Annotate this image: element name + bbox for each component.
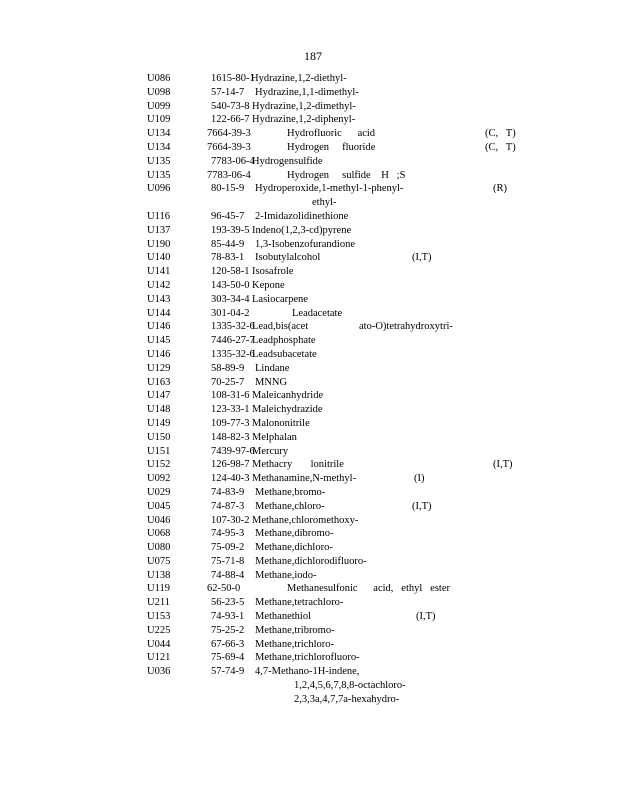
table-row	[0, 582, 618, 596]
cas-number: 75-25-2	[211, 624, 245, 636]
table-row	[0, 320, 618, 334]
table-row	[0, 348, 618, 362]
waste-code: U153	[147, 611, 171, 623]
substance-name: Leadsubacetate	[252, 348, 317, 360]
substance-name: Hydrazine,1,2-diethyl-	[251, 73, 347, 84]
table-row	[0, 389, 618, 403]
substance-name: Leadacetate	[292, 307, 343, 319]
waste-code: U211	[147, 597, 170, 609]
waste-code: U137	[147, 224, 171, 236]
cas-number: 1335-32-6	[211, 321, 255, 333]
waste-code: U080	[147, 542, 171, 554]
table-row	[0, 486, 618, 500]
cas-number: 7783-06-4	[211, 155, 255, 167]
substance-name: MNNG	[255, 376, 288, 388]
table-row	[0, 86, 618, 100]
cas-number: 7446-27-7	[211, 335, 255, 347]
table-row	[0, 238, 618, 252]
cas-number: 75-69-4	[211, 652, 245, 664]
table-row	[0, 500, 618, 514]
cas-number: 301-04-2	[211, 307, 250, 319]
substance-name: Isosafrole	[252, 266, 294, 278]
cas-number: 1335-32-6	[211, 348, 255, 360]
substance-name: Methanamine,N-methyl-	[252, 473, 357, 485]
cas-number: 57-74-9	[211, 666, 245, 678]
cas-number: 57-14-7	[211, 86, 245, 98]
substance-name: Lasiocarpene	[252, 293, 308, 305]
waste-code: U144	[147, 307, 171, 319]
hazard-code: (C, T)	[485, 128, 516, 140]
table-row	[0, 141, 618, 155]
waste-code: U135	[147, 155, 171, 167]
cas-number: 85-44-9	[211, 238, 245, 250]
hazard-code: (R)	[493, 183, 507, 195]
substance-name: Methane,tetrachloro-	[255, 597, 344, 609]
cas-number: 74-87-3	[211, 500, 245, 512]
cas-number: 58-89-9	[211, 362, 245, 374]
waste-code: U045	[147, 500, 171, 512]
table-row	[0, 569, 618, 583]
substance-name: Methane,dibromo-	[255, 528, 334, 540]
table-row	[0, 224, 618, 238]
waste-code: U143	[147, 293, 171, 305]
table-row	[0, 514, 618, 528]
substance-name: Hydrazine,1,2-dimethyl-	[252, 100, 356, 112]
cas-number: 56-23-5	[211, 597, 245, 609]
waste-code: U163	[147, 376, 171, 388]
cas-number: 75-71-8	[211, 555, 245, 567]
table-row-continuation	[0, 693, 618, 707]
table-row	[0, 403, 618, 417]
cas-number: 122-66-7	[211, 114, 250, 126]
waste-code: U135	[147, 169, 171, 181]
substance-name: Hydrogen fluoride	[287, 141, 376, 153]
waste-code: U029	[147, 486, 171, 498]
waste-code: U225	[147, 624, 171, 636]
cas-number: 7664-39-3	[207, 141, 251, 153]
cas-number: 124-40-3	[211, 473, 250, 485]
waste-code: U140	[147, 252, 171, 264]
substance-name-part: ato-O)tetrahydroxytri-	[359, 321, 453, 333]
cas-number: 108-31-6	[211, 390, 250, 402]
waste-code: U150	[147, 431, 171, 443]
table-row	[0, 307, 618, 321]
cas-number: 74-95-3	[211, 528, 245, 540]
table-row	[0, 376, 618, 390]
cas-number: 74-93-1	[211, 611, 245, 623]
substance-name: Methane,dichloro-	[255, 542, 333, 554]
waste-code: U098	[147, 86, 171, 98]
substance-name-continuation: 1,2,4,5,6,7,8,8-octachloro-	[294, 680, 406, 692]
waste-code: U096	[147, 183, 171, 195]
cas-number: 540-73-8	[211, 100, 250, 112]
cas-number: 123-33-1	[211, 404, 250, 416]
waste-code-table	[0, 72, 618, 707]
substance-name: Kepone	[252, 279, 285, 291]
table-row	[0, 445, 618, 459]
hazard-code: (C, T)	[485, 141, 516, 153]
substance-name: Hydrogen sulfide H ;S	[287, 169, 406, 181]
waste-code: U142	[147, 279, 171, 291]
waste-code: U146	[147, 348, 171, 360]
table-row	[0, 638, 618, 652]
substance-name: Hydrazine,1,1-dimethyl-	[255, 86, 359, 98]
table-row	[0, 610, 618, 624]
substance-name: 2-Imidazolidinethione	[255, 210, 349, 222]
substance-name: Methane,iodo-	[255, 569, 317, 581]
substance-name: Hydrazine,1,2-diphenyl-	[252, 114, 356, 126]
hazard-code: (I,T)	[493, 459, 513, 471]
hazard-code: (I,T)	[412, 500, 432, 512]
substance-name: Hydroperoxide,1-methyl-1-phenyl-	[255, 183, 404, 195]
waste-code: U149	[147, 417, 171, 429]
waste-code: U134	[147, 141, 171, 153]
cas-number: 74-88-4	[211, 569, 245, 581]
waste-code: U046	[147, 514, 171, 526]
cas-number: 120-58-1	[211, 266, 250, 278]
table-row	[0, 555, 618, 569]
cas-number: 67-66-3	[211, 638, 245, 650]
waste-code: U145	[147, 335, 171, 347]
cas-number: 78-83-1	[211, 252, 245, 264]
substance-name: Methane,chloro-	[255, 500, 325, 512]
waste-code: U138	[147, 569, 171, 581]
waste-code: U190	[147, 238, 171, 250]
waste-code: U075	[147, 555, 171, 567]
substance-name: Leadphosphate	[252, 335, 316, 347]
table-row	[0, 279, 618, 293]
page-number: 187	[304, 49, 322, 63]
substance-name-continuation: 2,3,3a,4,7,7a-hexahydro-	[294, 693, 400, 705]
table-row	[0, 210, 618, 224]
cas-number: 109-77-3	[211, 417, 250, 429]
waste-code: U121	[147, 652, 171, 664]
table-row-continuation	[0, 196, 618, 210]
table-row	[0, 265, 618, 279]
substance-name: 4,7-Methano-1H-indene,	[255, 666, 360, 678]
table-row	[0, 527, 618, 541]
table-row	[0, 182, 618, 196]
table-row	[0, 541, 618, 555]
cas-number: 143-50-0	[211, 279, 250, 291]
cas-number: 7439-97-6	[211, 445, 255, 457]
cas-number: 193-39-5	[211, 224, 250, 236]
cas-number: 1615-80-1	[211, 73, 255, 84]
table-row	[0, 72, 618, 86]
table-row	[0, 624, 618, 638]
substance-name: Mercury	[252, 445, 289, 457]
waste-code: U086	[147, 73, 171, 84]
table-row	[0, 251, 618, 265]
table-row	[0, 431, 618, 445]
table-row	[0, 651, 618, 665]
cas-number: 148-82-3	[211, 431, 250, 443]
table-row	[0, 155, 618, 169]
substance-name: Methanethiol	[255, 611, 311, 623]
substance-name: Methane,trichloro-	[255, 638, 335, 650]
waste-code: U151	[147, 445, 171, 457]
table-row	[0, 665, 618, 679]
substance-name: Indeno(1,2,3-cd)pyrene	[252, 224, 352, 236]
table-row	[0, 472, 618, 486]
waste-code: U116	[147, 210, 170, 222]
cas-number: 74-83-9	[211, 486, 245, 498]
cas-number: 62-50-0	[207, 583, 241, 595]
substance-name: Lindane	[255, 362, 290, 374]
substance-name: Hydrofluoric acid	[287, 128, 376, 140]
waste-code: U044	[147, 638, 171, 650]
substance-name: Melphalan	[252, 431, 297, 443]
table-row	[0, 362, 618, 376]
table-row	[0, 113, 618, 127]
table-row	[0, 293, 618, 307]
cas-number: 107-30-2	[211, 514, 250, 526]
substance-name: Maleicanhydride	[252, 390, 324, 402]
cas-number: 80-15-9	[211, 183, 245, 195]
substance-name: Methanesulfonic acid, ethyl ester	[287, 583, 450, 595]
waste-code: U036	[147, 666, 171, 678]
waste-code: U109	[147, 114, 171, 126]
substance-name-continuation: ethyl-	[312, 197, 337, 209]
substance-name: Malononitrile	[252, 417, 310, 429]
substance-name: Methane,trichlorofluoro-	[255, 652, 360, 664]
waste-code: U092	[147, 473, 171, 485]
hazard-code: (I,T)	[416, 611, 436, 623]
waste-code: U129	[147, 362, 171, 374]
table-row	[0, 169, 618, 183]
cas-number: 126-98-7	[211, 459, 250, 471]
waste-code: U141	[147, 266, 171, 278]
cas-number: 303-34-4	[211, 293, 250, 305]
substance-name: Methane,bromo-	[255, 486, 326, 498]
cas-number: 7664-39-3	[207, 128, 251, 140]
table-row	[0, 334, 618, 348]
hazard-code: (I)	[414, 473, 425, 485]
hazard-code: (I,T)	[412, 252, 432, 264]
table-row	[0, 596, 618, 610]
waste-code: U147	[147, 390, 171, 402]
substance-name: Methane,dichlorodifluoro-	[255, 555, 367, 567]
cas-number: 7783-06-4	[207, 169, 251, 181]
waste-code: U068	[147, 528, 171, 540]
substance-name: Isobutylalcohol	[255, 252, 321, 264]
cas-number: 75-09-2	[211, 542, 245, 554]
waste-code: U146	[147, 321, 171, 333]
table-row	[0, 100, 618, 114]
waste-code: U148	[147, 404, 171, 416]
table-row	[0, 458, 618, 472]
substance-name: Methane,tribromo-	[255, 624, 335, 636]
cas-number: 96-45-7	[211, 210, 245, 222]
waste-code: U099	[147, 100, 171, 112]
table-row	[0, 417, 618, 431]
substance-name: Hydrogensulfide	[252, 155, 323, 167]
cas-number: 70-25-7	[211, 376, 245, 388]
substance-name: 1,3-Isobenzofurandione	[255, 238, 356, 250]
table-row-continuation	[0, 679, 618, 693]
substance-name: Maleichydrazide	[252, 404, 323, 416]
substance-name: Methane,chloromethoxy-	[252, 514, 359, 526]
substance-name: Lead,bis(acet	[252, 321, 309, 333]
table-row	[0, 127, 618, 141]
waste-code: U134	[147, 128, 171, 140]
substance-name: Methacry lonitrile	[252, 459, 344, 471]
waste-code: U152	[147, 459, 171, 471]
waste-code: U119	[147, 583, 170, 595]
